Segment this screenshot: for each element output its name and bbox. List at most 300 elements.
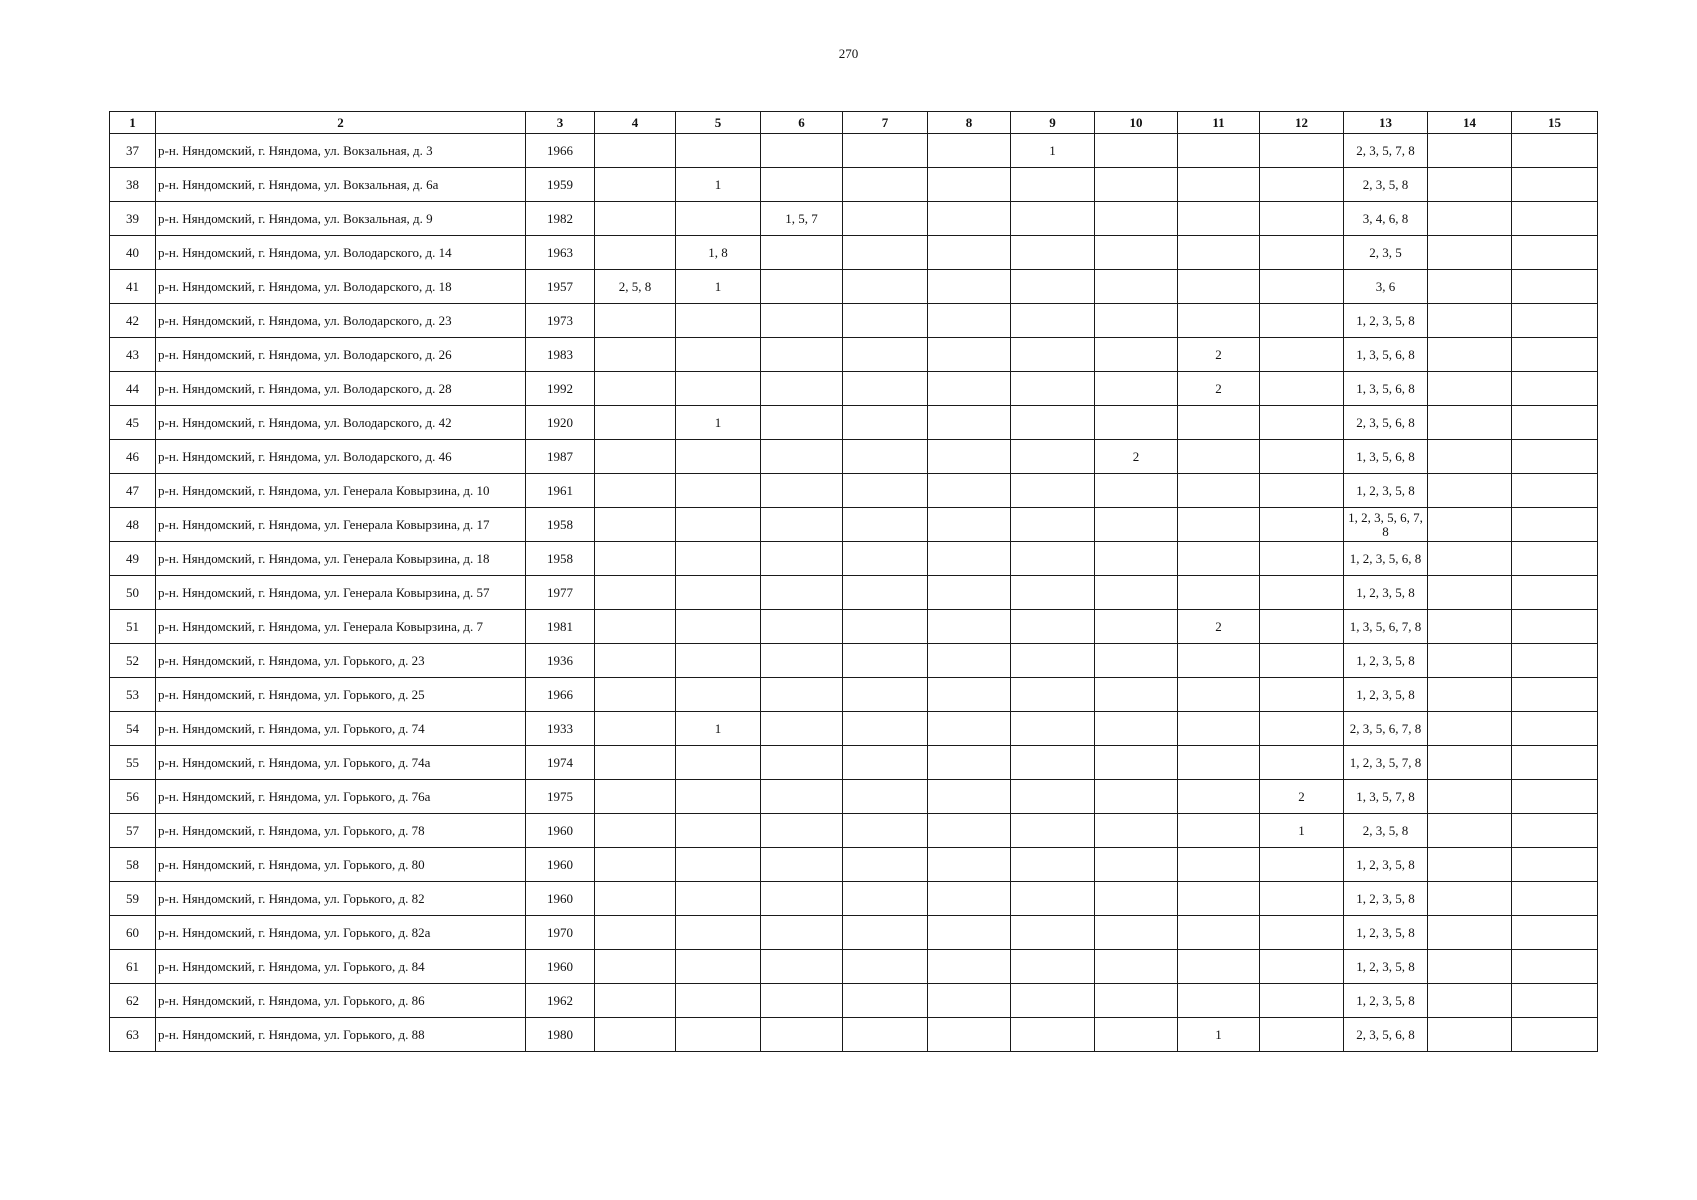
address-cell: р-н. Няндомский, г. Няндома, ул. Горького, д. 23: [156, 644, 526, 678]
table-cell: [1178, 542, 1260, 576]
table-cell: 1, 3, 5, 6, 7, 8: [1344, 610, 1428, 644]
table-cell: [843, 134, 928, 168]
table-cell: [1512, 542, 1598, 576]
table-row: [110, 644, 1598, 678]
table-cell: [1260, 542, 1344, 576]
table-cell: [1512, 338, 1598, 372]
table-cell: [928, 882, 1011, 916]
table-cell: [1011, 916, 1095, 950]
table-cell: [1095, 202, 1178, 236]
table-cell: [1428, 1018, 1512, 1052]
table-cell: [1260, 610, 1344, 644]
table-cell: [595, 950, 676, 984]
table-cell: [928, 984, 1011, 1018]
table-cell: 2, 3, 5: [1344, 236, 1428, 270]
table-cell: [1011, 338, 1095, 372]
table-cell: 1, 2, 3, 5, 8: [1344, 644, 1428, 678]
table-cell: [1095, 508, 1178, 542]
table-cell: 1: [1260, 814, 1344, 848]
table-cell: 61: [110, 950, 156, 984]
table-cell: [1428, 134, 1512, 168]
table-cell: [928, 440, 1011, 474]
table-cell: [843, 542, 928, 576]
table-cell: [595, 746, 676, 780]
table-cell: 1, 2, 3, 5, 7, 8: [1344, 746, 1428, 780]
table-cell: [1428, 678, 1512, 712]
table-cell: 1977: [526, 576, 595, 610]
table-cell: [928, 950, 1011, 984]
table-cell: [843, 1018, 928, 1052]
table-cell: [1011, 746, 1095, 780]
table-cell: 1982: [526, 202, 595, 236]
table-cell: [1260, 304, 1344, 338]
table-cell: [1260, 746, 1344, 780]
table-cell: [1011, 406, 1095, 440]
table-cell: [1095, 372, 1178, 406]
table-cell: [1095, 678, 1178, 712]
table-cell: [1011, 678, 1095, 712]
table-cell: [1512, 168, 1598, 202]
table-cell: [1260, 644, 1344, 678]
table-cell: 2, 3, 5, 6, 8: [1344, 1018, 1428, 1052]
table-cell: [1512, 440, 1598, 474]
table-cell: [843, 270, 928, 304]
column-header-12: 12: [1260, 112, 1344, 134]
table-cell: 1: [676, 168, 761, 202]
table-cell: [843, 950, 928, 984]
address-cell: р-н. Няндомский, г. Няндома, ул. Генерала Ковырзина, д. 57: [156, 576, 526, 610]
address-cell: р-н. Няндомский, г. Няндома, ул. Горького, д. 74а: [156, 746, 526, 780]
table-cell: [1428, 848, 1512, 882]
table-cell: [1178, 814, 1260, 848]
table-cell: [928, 270, 1011, 304]
table-cell: 62: [110, 984, 156, 1018]
table-cell: [1011, 780, 1095, 814]
table-cell: [1095, 984, 1178, 1018]
table-cell: [1095, 848, 1178, 882]
table-cell: [676, 440, 761, 474]
table-cell: [928, 406, 1011, 440]
table-cell: 1960: [526, 950, 595, 984]
address-cell: р-н. Няндомский, г. Няндома, ул. Горького, д. 78: [156, 814, 526, 848]
table-cell: 56: [110, 780, 156, 814]
table-cell: [1512, 712, 1598, 746]
table-cell: [1260, 508, 1344, 542]
table-cell: 1, 3, 5, 6, 8: [1344, 440, 1428, 474]
table-cell: [1260, 202, 1344, 236]
table-cell: 1958: [526, 542, 595, 576]
table-cell: 46: [110, 440, 156, 474]
table-cell: 1936: [526, 644, 595, 678]
table-cell: [595, 984, 676, 1018]
table-cell: [1095, 1018, 1178, 1052]
table-cell: [595, 1018, 676, 1052]
table-cell: 1981: [526, 610, 595, 644]
table-cell: [1260, 440, 1344, 474]
table-cell: 60: [110, 916, 156, 950]
table-cell: 2, 5, 8: [595, 270, 676, 304]
table-cell: [1512, 780, 1598, 814]
address-cell: р-н. Няндомский, г. Няндома, ул. Генерала Ковырзина, д. 10: [156, 474, 526, 508]
table-cell: [1428, 814, 1512, 848]
address-cell: р-н. Няндомский, г. Няндома, ул. Горького, д. 86: [156, 984, 526, 1018]
table-cell: [928, 746, 1011, 780]
table-cell: [1428, 474, 1512, 508]
table-cell: [1178, 780, 1260, 814]
table-cell: [1428, 610, 1512, 644]
table-cell: [595, 134, 676, 168]
table-cell: [928, 678, 1011, 712]
table-cell: 1, 2, 3, 5, 8: [1344, 304, 1428, 338]
table-cell: [1260, 576, 1344, 610]
table-cell: [1095, 542, 1178, 576]
table-cell: [928, 576, 1011, 610]
table-cell: [1178, 576, 1260, 610]
table-cell: [595, 440, 676, 474]
table-cell: [1011, 848, 1095, 882]
table-cell: [1011, 304, 1095, 338]
table-cell: [928, 542, 1011, 576]
address-cell: р-н. Няндомский, г. Няндома, ул. Горького, д. 76а: [156, 780, 526, 814]
table-cell: [928, 474, 1011, 508]
column-header-7: 7: [843, 112, 928, 134]
table-cell: 1960: [526, 848, 595, 882]
table-cell: 1, 2, 3, 5, 8: [1344, 950, 1428, 984]
table-cell: [928, 134, 1011, 168]
table-cell: 1, 2, 3, 5, 6, 7, 8: [1344, 508, 1428, 542]
table-row: [110, 236, 1598, 270]
table-cell: [1178, 304, 1260, 338]
table-cell: 44: [110, 372, 156, 406]
table-cell: [1011, 984, 1095, 1018]
table-cell: [1011, 814, 1095, 848]
table-cell: [595, 712, 676, 746]
table-cell: [1011, 542, 1095, 576]
table-cell: [1428, 406, 1512, 440]
table-cell: 1: [676, 712, 761, 746]
page-number: 270: [838, 46, 859, 61]
table-cell: [595, 304, 676, 338]
table-cell: [595, 644, 676, 678]
table-cell: [843, 644, 928, 678]
table-cell: [1011, 1018, 1095, 1052]
table-row: [110, 882, 1598, 916]
column-header-13: 13: [1344, 112, 1428, 134]
table-cell: [676, 576, 761, 610]
table-cell: [1512, 576, 1598, 610]
table-cell: [1512, 610, 1598, 644]
table-cell: [843, 746, 928, 780]
column-header-9: 9: [1011, 112, 1095, 134]
table-cell: 2, 3, 5, 8: [1344, 814, 1428, 848]
table-cell: [761, 406, 843, 440]
table-row: [110, 1018, 1598, 1052]
table-cell: [928, 644, 1011, 678]
table-cell: [928, 168, 1011, 202]
table-cell: [1512, 746, 1598, 780]
table-cell: [595, 372, 676, 406]
table-cell: 63: [110, 1018, 156, 1052]
table-cell: [676, 780, 761, 814]
table-row: [110, 950, 1598, 984]
table-cell: [928, 848, 1011, 882]
column-header-11: 11: [1178, 112, 1260, 134]
table-cell: [1011, 610, 1095, 644]
table-cell: 2: [1178, 372, 1260, 406]
table-row: [110, 372, 1598, 406]
table-cell: [1011, 236, 1095, 270]
table-cell: [843, 168, 928, 202]
table-cell: 1, 5, 7: [761, 202, 843, 236]
table-cell: 2: [1095, 440, 1178, 474]
address-cell: р-н. Няндомский, г. Няндома, ул. Володарского, д. 14: [156, 236, 526, 270]
table-cell: [928, 712, 1011, 746]
table-cell: [1428, 304, 1512, 338]
table-cell: [843, 474, 928, 508]
address-cell: р-н. Няндомский, г. Няндома, ул. Генерала Ковырзина, д. 18: [156, 542, 526, 576]
table-cell: [1428, 984, 1512, 1018]
address-cell: р-н. Няндомский, г. Няндома, ул. Генерала Ковырзина, д. 7: [156, 610, 526, 644]
table-cell: [1260, 372, 1344, 406]
table-cell: [1428, 202, 1512, 236]
table-cell: [1260, 134, 1344, 168]
table-cell: [1095, 576, 1178, 610]
table-cell: [595, 780, 676, 814]
table-cell: [676, 304, 761, 338]
table-cell: 1959: [526, 168, 595, 202]
table-cell: [1512, 644, 1598, 678]
table-cell: [1178, 916, 1260, 950]
address-cell: р-н. Няндомский, г. Няндома, ул. Горького, д. 25: [156, 678, 526, 712]
table-row: [110, 406, 1598, 440]
table-cell: [843, 916, 928, 950]
table-cell: [1095, 746, 1178, 780]
table-cell: [1428, 508, 1512, 542]
table-cell: [1512, 950, 1598, 984]
table-cell: [1428, 372, 1512, 406]
table-cell: [595, 678, 676, 712]
table-cell: [1178, 406, 1260, 440]
table-cell: [1260, 270, 1344, 304]
table-cell: [1428, 950, 1512, 984]
table-cell: [843, 338, 928, 372]
table-cell: 1: [1011, 134, 1095, 168]
table-cell: 1974: [526, 746, 595, 780]
table-cell: [595, 338, 676, 372]
table-cell: 2, 3, 5, 7, 8: [1344, 134, 1428, 168]
table-cell: [761, 542, 843, 576]
address-cell: р-н. Няндомский, г. Няндома, ул. Горького, д. 82: [156, 882, 526, 916]
table-cell: [1260, 474, 1344, 508]
table-cell: 1970: [526, 916, 595, 950]
table-cell: 1, 3, 5, 6, 8: [1344, 338, 1428, 372]
table-cell: 59: [110, 882, 156, 916]
column-header-10: 10: [1095, 112, 1178, 134]
table-cell: [676, 1018, 761, 1052]
table-cell: [676, 202, 761, 236]
column-header-1: 1: [110, 112, 156, 134]
table-cell: [1178, 508, 1260, 542]
table-row: [110, 610, 1598, 644]
column-header-6: 6: [761, 112, 843, 134]
table-cell: [1428, 270, 1512, 304]
table-cell: 2: [1260, 780, 1344, 814]
table-cell: 1, 2, 3, 5, 8: [1344, 882, 1428, 916]
table-cell: [1260, 916, 1344, 950]
table-cell: 47: [110, 474, 156, 508]
column-header-2: 2: [156, 112, 526, 134]
table-cell: [928, 236, 1011, 270]
table-cell: [1428, 780, 1512, 814]
table-cell: [1011, 950, 1095, 984]
table-cell: [761, 440, 843, 474]
table-cell: [1428, 882, 1512, 916]
table-cell: [1095, 270, 1178, 304]
address-cell: р-н. Няндомский, г. Няндома, ул. Горького, д. 88: [156, 1018, 526, 1052]
table-cell: [1178, 848, 1260, 882]
table-cell: [1178, 712, 1260, 746]
table-cell: [761, 372, 843, 406]
table-cell: [1011, 372, 1095, 406]
table-cell: [1428, 440, 1512, 474]
address-cell: р-н. Няндомский, г. Няндома, ул. Вокзальная, д. 9: [156, 202, 526, 236]
table-cell: [676, 474, 761, 508]
table-cell: [595, 882, 676, 916]
table-cell: [595, 848, 676, 882]
table-cell: 55: [110, 746, 156, 780]
data-table: [109, 111, 1598, 1052]
address-cell: р-н. Няндомский, г. Няндома, ул. Генерала Ковырзина, д. 17: [156, 508, 526, 542]
table-cell: [676, 542, 761, 576]
table-cell: 53: [110, 678, 156, 712]
table-row: [110, 814, 1598, 848]
table-cell: 39: [110, 202, 156, 236]
table-cell: 2, 3, 5, 8: [1344, 168, 1428, 202]
table-cell: [1095, 712, 1178, 746]
table-cell: [1260, 236, 1344, 270]
table-cell: [1011, 168, 1095, 202]
table-row: [110, 542, 1598, 576]
table-row: [110, 712, 1598, 746]
table-cell: 42: [110, 304, 156, 338]
table-cell: [761, 610, 843, 644]
table-cell: [595, 508, 676, 542]
table-cell: 2: [1178, 338, 1260, 372]
table-cell: [843, 202, 928, 236]
table-cell: [1095, 644, 1178, 678]
table-cell: [843, 984, 928, 1018]
table-cell: [1011, 882, 1095, 916]
table-cell: 2, 3, 5, 6, 7, 8: [1344, 712, 1428, 746]
table-cell: 40: [110, 236, 156, 270]
table-cell: [761, 134, 843, 168]
table-row: [110, 984, 1598, 1018]
table-cell: [761, 304, 843, 338]
table-cell: 1, 2, 3, 5, 8: [1344, 848, 1428, 882]
table-cell: [761, 338, 843, 372]
table-cell: [843, 780, 928, 814]
table-cell: [1095, 916, 1178, 950]
table-cell: [676, 950, 761, 984]
table-cell: [843, 678, 928, 712]
table-cell: [1095, 236, 1178, 270]
table-cell: 1987: [526, 440, 595, 474]
table-row: [110, 304, 1598, 338]
table-cell: [676, 984, 761, 1018]
table-cell: 3, 6: [1344, 270, 1428, 304]
column-header-3: 3: [526, 112, 595, 134]
table-cell: [1512, 372, 1598, 406]
table-cell: [928, 372, 1011, 406]
table-row: [110, 270, 1598, 304]
table-row: [110, 916, 1598, 950]
table-cell: [1428, 236, 1512, 270]
table-cell: 41: [110, 270, 156, 304]
table-cell: 1961: [526, 474, 595, 508]
table-cell: [1095, 950, 1178, 984]
table-cell: [761, 916, 843, 950]
table-row: [110, 338, 1598, 372]
table-cell: 1963: [526, 236, 595, 270]
address-cell: р-н. Няндомский, г. Няндома, ул. Володарского, д. 23: [156, 304, 526, 338]
table-cell: 2, 3, 5, 6, 8: [1344, 406, 1428, 440]
table-cell: [1095, 304, 1178, 338]
table-cell: [676, 644, 761, 678]
table-cell: [843, 440, 928, 474]
address-cell: р-н. Няндомский, г. Няндома, ул. Горького, д. 74: [156, 712, 526, 746]
table-cell: [1011, 576, 1095, 610]
table-cell: [761, 712, 843, 746]
table-cell: [595, 168, 676, 202]
table-cell: [1512, 814, 1598, 848]
table-row: [110, 780, 1598, 814]
table-cell: [761, 270, 843, 304]
table-cell: [761, 576, 843, 610]
table-cell: [1512, 236, 1598, 270]
table-cell: [1428, 746, 1512, 780]
table-row: [110, 202, 1598, 236]
table-cell: 1975: [526, 780, 595, 814]
table-cell: [1428, 338, 1512, 372]
table-row: [110, 678, 1598, 712]
table-cell: [595, 474, 676, 508]
table-row: [110, 746, 1598, 780]
table-cell: 1957: [526, 270, 595, 304]
table-cell: [1512, 304, 1598, 338]
table-cell: 57: [110, 814, 156, 848]
table-cell: [1178, 236, 1260, 270]
table-cell: [761, 474, 843, 508]
table-cell: [1428, 168, 1512, 202]
table-cell: 38: [110, 168, 156, 202]
table-cell: 58: [110, 848, 156, 882]
table-cell: [1260, 712, 1344, 746]
table-cell: [1095, 814, 1178, 848]
table-cell: 1960: [526, 814, 595, 848]
table-cell: 1, 3, 5, 7, 8: [1344, 780, 1428, 814]
table-cell: [1260, 950, 1344, 984]
table-cell: [928, 814, 1011, 848]
table-cell: [761, 848, 843, 882]
table-cell: [595, 576, 676, 610]
address-cell: р-н. Няндомский, г. Няндома, ул. Вокзальная, д. 6а: [156, 168, 526, 202]
table-cell: [1512, 678, 1598, 712]
table-cell: [676, 814, 761, 848]
table-cell: [1095, 406, 1178, 440]
address-cell: р-н. Няндомский, г. Няндома, ул. Володарского, д. 26: [156, 338, 526, 372]
table-cell: [1428, 542, 1512, 576]
table-cell: 3, 4, 6, 8: [1344, 202, 1428, 236]
